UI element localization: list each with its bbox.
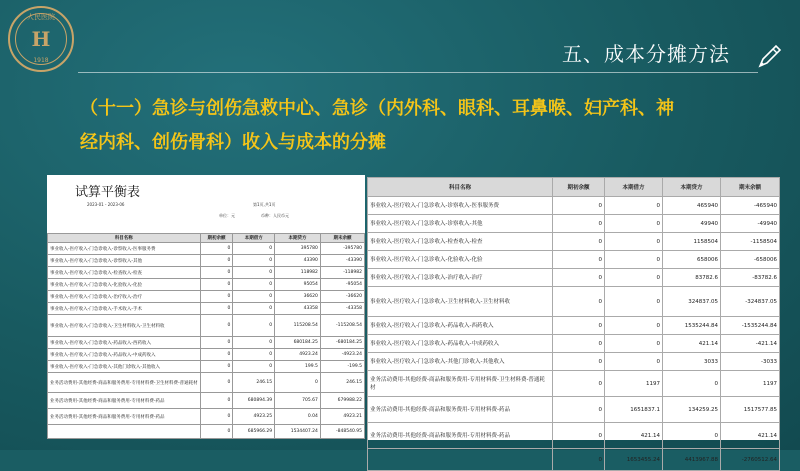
amount-cell: -658006 [721, 251, 780, 269]
amount-cell: 115208.54 [275, 315, 321, 337]
col-header: 期末余额 [721, 178, 780, 197]
subtitle-line-2: 经内科、创伤骨科）收入与成本的分摊 [80, 132, 386, 153]
logo-letter: H [31, 27, 51, 51]
amount-cell: 83782.6 [663, 269, 721, 287]
account-name-cell: 事业收入-医疗收入-门急诊收入-手术收入-手术 [48, 303, 201, 315]
col-header: 本期借方 [233, 234, 275, 243]
account-name-cell: 事业收入-医疗收入-门急诊收入-化验收入-化验 [48, 279, 201, 291]
amount-cell: 0 [233, 267, 275, 279]
account-name-cell: 事业收入-医疗收入-门急诊收入-治疗收入-治疗 [48, 291, 201, 303]
amount-cell: 0 [200, 279, 233, 291]
account-name-cell: 事业收入-医疗收入-门急诊收入-诊察收入-医事服务费 [368, 197, 553, 215]
amount-cell: 0 [233, 303, 275, 315]
table-row [368, 335, 780, 353]
amount-cell: 0 [200, 373, 233, 393]
amount-cell: 658006 [663, 251, 721, 269]
amount-cell: 0 [553, 353, 605, 371]
account-name-cell: 业务活动费用-其他经费-商品和服务费用-专用材料费-药品 [368, 397, 553, 423]
account-name-cell: 事业收入-医疗收入-门急诊收入-卫生材料收入-卫生材料收 [48, 315, 201, 337]
amount-cell: 0 [605, 317, 663, 335]
account-name-cell: 事业收入-医疗收入-门急诊收入-药品收入-西药收入 [48, 337, 201, 349]
amount-cell: -118982 [320, 267, 364, 279]
account-name-cell: 事业收入-医疗收入-门急诊收入-检查收入-检查 [368, 233, 553, 251]
table-row [368, 197, 780, 215]
table-row [48, 393, 365, 409]
account-name-cell: 业务活动费用-其他经费-商品和服务费用-专用材料费-药品 [48, 409, 201, 425]
account-name-cell: 事业收入-医疗收入-门急诊收入-卫生材料收入-卫生材料收 [368, 287, 553, 317]
amount-cell: -95054 [320, 279, 364, 291]
amount-cell: 0 [605, 215, 663, 233]
account-name-cell: 事业收入-医疗收入-门急诊收入-诊察收入-其他 [48, 255, 201, 267]
subtitle-line-1: （十一）急诊与创伤急救中心、急诊（内外科、眼科、耳鼻喉、妇产科、神 [80, 98, 674, 119]
amount-cell: 0 [233, 255, 275, 267]
amount-cell: 199.5 [275, 361, 321, 373]
amount-cell: 0 [553, 233, 605, 251]
amount-cell: 0 [605, 335, 663, 353]
amount-cell: 0 [200, 349, 233, 361]
amount-cell: 43390 [275, 255, 321, 267]
amount-cell: 0 [553, 251, 605, 269]
table-row [368, 251, 780, 269]
amount-cell: -1535244.84 [721, 317, 780, 335]
logo-year: 1918 [33, 57, 49, 64]
amount-cell: 0 [553, 423, 605, 449]
amount-cell: 0 [233, 337, 275, 349]
amount-cell: 0 [275, 373, 321, 393]
amount-cell: -3033 [721, 353, 780, 371]
amount-cell: 0 [200, 409, 233, 425]
amount-cell: 685966.29 [233, 425, 275, 439]
account-name-cell: 事业收入-医疗收入-门急诊收入-化验收入-化验 [368, 251, 553, 269]
amount-cell: 1653455.24 [605, 449, 663, 471]
amount-cell: -2760512.64 [721, 449, 780, 471]
amount-cell: 4923.24 [275, 349, 321, 361]
amount-cell: 1197 [605, 371, 663, 397]
table-row [368, 287, 780, 317]
table-row [368, 317, 780, 335]
table-row [48, 303, 365, 315]
amount-cell: 0 [663, 423, 721, 449]
amount-cell: 1651837.1 [605, 397, 663, 423]
amount-cell: 49940 [663, 215, 721, 233]
table-row [48, 425, 365, 439]
account-name-cell [368, 449, 553, 471]
amount-cell: 0 [200, 291, 233, 303]
account-name-cell: 业务活动费用-其他经费-商品和服务费用-专用材料费-卫生材料费-普通耗材 [368, 371, 553, 397]
amount-cell: -43358 [320, 303, 364, 315]
amount-cell: 118982 [275, 267, 321, 279]
amount-cell: -43390 [320, 255, 364, 267]
amount-cell: 246.15 [233, 373, 275, 393]
table-row [48, 373, 365, 393]
table-row [48, 279, 365, 291]
amount-cell: 0 [200, 315, 233, 337]
doc-unit: 单位：元 [219, 213, 235, 218]
amount-cell: 0 [553, 371, 605, 397]
amount-cell: 421.14 [663, 335, 721, 353]
amount-cell: 0 [553, 197, 605, 215]
section-title: 五、成本分摊方法 [562, 42, 730, 66]
col-header: 科目名称 [48, 234, 201, 243]
col-header: 期初余额 [553, 178, 605, 197]
doc-title: 试算平衡表 [75, 185, 141, 200]
col-header: 期初余额 [200, 234, 233, 243]
account-name-cell: 业务活动费用-其他经费-商品和服务费用-专用材料费-药品 [368, 423, 553, 449]
table-row [368, 353, 780, 371]
amount-cell: 0 [233, 315, 275, 337]
account-name-cell: 事业收入-医疗收入-门急诊收入-检查收入-检查 [48, 267, 201, 279]
amount-cell: 1197 [721, 371, 780, 397]
amount-cell: 0 [200, 425, 233, 439]
col-header: 本期借方 [605, 178, 663, 197]
table-row [368, 449, 780, 471]
table-row [48, 337, 365, 349]
pen-icon [756, 42, 784, 70]
account-name-cell: 业务活动费用-其他经费-商品和服务费用-专用材料费-卫生材料费-普通耗材 [48, 373, 201, 393]
amount-cell: -395780 [320, 243, 364, 255]
amount-cell: 0 [200, 393, 233, 409]
amount-cell: 0 [553, 317, 605, 335]
amount-cell: 1158504 [663, 233, 721, 251]
table-row [48, 291, 365, 303]
account-name-cell: 事业收入-医疗收入-门急诊收入-诊察收入-医事服务费 [48, 243, 201, 255]
col-header: 期末余额 [320, 234, 364, 243]
account-name-cell: 业务活动费用-其他经费-商品和服务费用-专用材料费-药品 [48, 393, 201, 409]
table-row [48, 361, 365, 373]
amount-cell: 134259.25 [663, 397, 721, 423]
table-row [48, 255, 365, 267]
col-header: 本期贷方 [275, 234, 321, 243]
amount-cell: 680894.39 [233, 393, 275, 409]
amount-cell: 0 [605, 197, 663, 215]
left-table-header [48, 234, 365, 243]
amount-cell: -465940 [721, 197, 780, 215]
table-row [48, 315, 365, 337]
amount-cell: -199.5 [320, 361, 364, 373]
amount-cell: 0 [553, 215, 605, 233]
amount-cell: 4923.21 [320, 409, 364, 425]
amount-cell: 0 [605, 269, 663, 287]
amount-cell: 4413967.88 [663, 449, 721, 471]
amount-cell: 421.14 [605, 423, 663, 449]
amount-cell: 246.15 [320, 373, 364, 393]
amount-cell: 680184.25 [275, 337, 321, 349]
amount-cell: -4923.24 [320, 349, 364, 361]
amount-cell: 0 [233, 279, 275, 291]
right-table [367, 177, 780, 471]
amount-cell: 0 [200, 361, 233, 373]
amount-cell: -83782.6 [721, 269, 780, 287]
table-row [48, 267, 365, 279]
amount-cell: 0 [233, 291, 275, 303]
amount-cell: 0 [200, 337, 233, 349]
account-name-cell: 事业收入-医疗收入-门急诊收入-药品收入-中成药收入 [368, 335, 553, 353]
amount-cell: 1535244.84 [663, 317, 721, 335]
amount-cell: 0 [200, 255, 233, 267]
trial-balance-document-right [367, 177, 780, 463]
hospital-logo [8, 6, 74, 72]
amount-cell: 395780 [275, 243, 321, 255]
account-name-cell: 事业收入-医疗收入-门急诊收入-其他门诊收入-其他收入 [48, 361, 201, 373]
amount-cell: 1517577.85 [721, 397, 780, 423]
amount-cell: 0 [200, 267, 233, 279]
amount-cell: 0 [605, 233, 663, 251]
amount-cell: -115208.54 [320, 315, 364, 337]
col-header: 科目名称 [368, 178, 553, 197]
amount-cell: 705.67 [275, 393, 321, 409]
amount-cell: -36620 [320, 291, 364, 303]
table-row [368, 269, 780, 287]
doc-date-range: 2023-01 - 2023-06 [87, 202, 125, 207]
doc-page-info: 第1页,共1页 [253, 202, 276, 207]
amount-cell: -1158504 [721, 233, 780, 251]
table-row [48, 349, 365, 361]
table-row [48, 243, 365, 255]
table-row [48, 409, 365, 425]
amount-cell: 421.14 [721, 423, 780, 449]
right-table-header [368, 178, 780, 197]
account-name-cell: 事业收入-医疗收入-门急诊收入-药品收入-西药收入 [368, 317, 553, 335]
account-name-cell: 事业收入-医疗收入-门急诊收入-治疗收入-治疗 [368, 269, 553, 287]
amount-cell: 43358 [275, 303, 321, 315]
amount-cell: 465940 [663, 197, 721, 215]
amount-cell: 0 [200, 303, 233, 315]
amount-cell: 0.04 [275, 409, 321, 425]
table-row [368, 215, 780, 233]
table-row [368, 371, 780, 397]
col-header: 本期贷方 [663, 178, 721, 197]
amount-cell: 0 [233, 361, 275, 373]
amount-cell: 95054 [275, 279, 321, 291]
trial-balance-document-left [47, 175, 365, 438]
amount-cell: 679988.22 [320, 393, 364, 409]
account-name-cell: 事业收入-医疗收入-门急诊收入-诊察收入-其他 [368, 215, 553, 233]
amount-cell: 0 [200, 243, 233, 255]
amount-cell: 0 [553, 335, 605, 353]
amount-cell: 0 [553, 449, 605, 471]
table-row [368, 233, 780, 251]
table-row [368, 397, 780, 423]
amount-cell: 0 [663, 371, 721, 397]
amount-cell: 0 [233, 349, 275, 361]
amount-cell: 1534407.24 [275, 425, 321, 439]
amount-cell: 0 [233, 243, 275, 255]
amount-cell: 0 [605, 353, 663, 371]
header-divider [78, 72, 758, 73]
amount-cell: 324837.05 [663, 287, 721, 317]
amount-cell: 0 [605, 287, 663, 317]
account-name-cell: 事业收入-医疗收入-门急诊收入-药品收入-中成药收入 [48, 349, 201, 361]
table-row [368, 423, 780, 449]
amount-cell: -680184.25 [320, 337, 364, 349]
amount-cell: -324837.05 [721, 287, 780, 317]
amount-cell: 3033 [663, 353, 721, 371]
account-name-cell [48, 425, 201, 439]
account-name-cell: 事业收入-医疗收入-门急诊收入-其他门诊收入-其他收入 [368, 353, 553, 371]
slide-subtitle [80, 92, 750, 160]
amount-cell: -421.14 [721, 335, 780, 353]
doc-currency: 币种：人民币元 [261, 213, 289, 218]
amount-cell: 36620 [275, 291, 321, 303]
amount-cell: 4923.25 [233, 409, 275, 425]
amount-cell: 0 [553, 397, 605, 423]
amount-cell: -848540.95 [320, 425, 364, 439]
amount-cell: -49940 [721, 215, 780, 233]
amount-cell: 0 [605, 251, 663, 269]
amount-cell: 0 [553, 287, 605, 317]
left-table [47, 233, 365, 439]
amount-cell: 0 [553, 269, 605, 287]
logo-top-text: 人民医院 [27, 13, 55, 21]
